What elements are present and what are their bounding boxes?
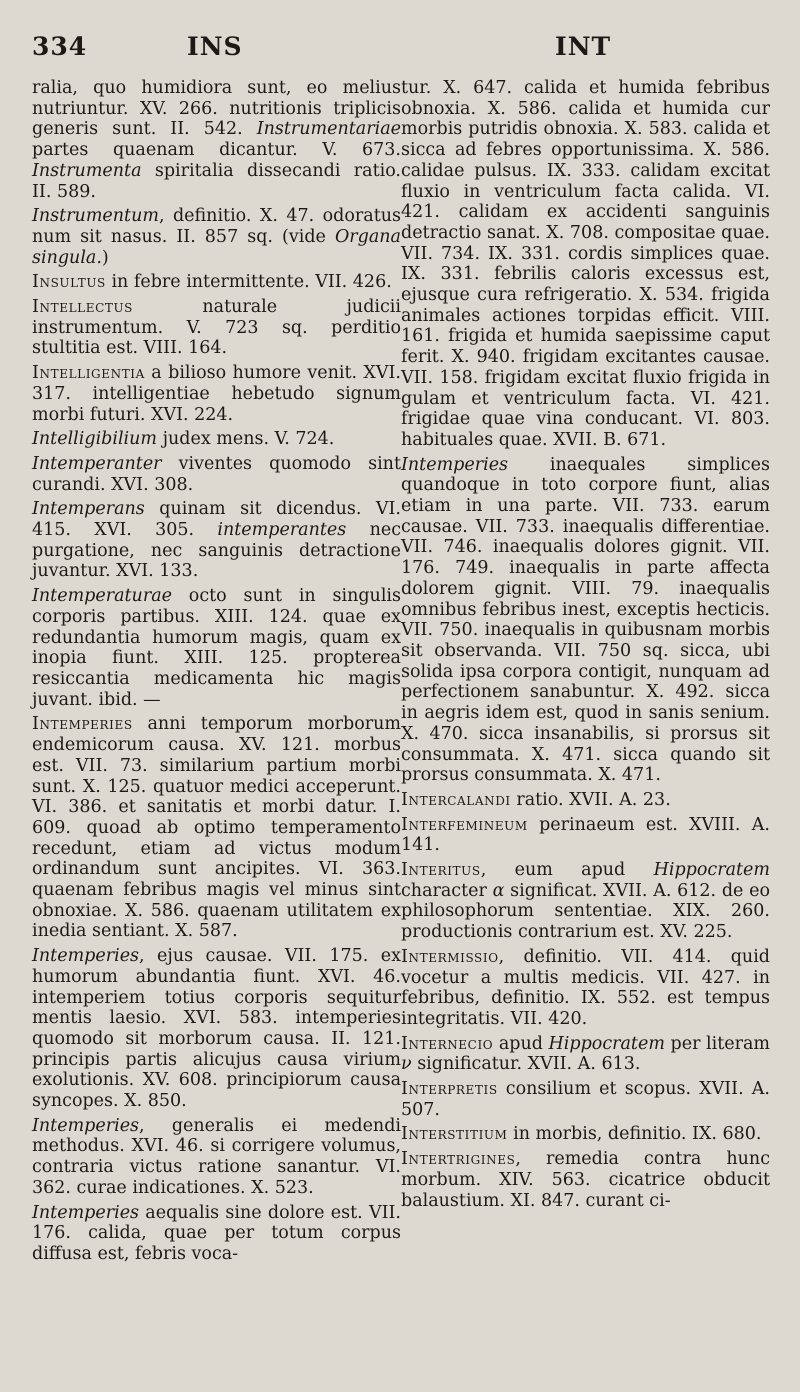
index-entry [32, 1116, 401, 1199]
entry-text: inaequales simplices quandoque in toto corpore fiunt, alias etiam in una parte. VII. 733. earum causae. VII. 733. inaequalis differentiae. VII. 746. inaequalis dolores gignit. VII. 176. 749. inaequalis in parte affecta dolorem gignit. VIII. 79. inaequalis omnibus febribus inest, exceptis hecticis. VII. 750. inaequalis in quibusnam morbis sit observanda. VII. 750 sq. sicca, ubi solida ipsa corpora contigit, nunquam ad perfectionem sanabuntur. X. 492. sicca in aegris idem est, quod in sanis senium. X. 470. sicca insanabilis, si prorsus sit consummata. X. 471. sicca quando sit prorsus consummata. X. 471. [401, 454, 770, 786]
index-entry [401, 455, 770, 786]
entry-headword: Internecio [401, 1033, 494, 1054]
index-entry [401, 1034, 770, 1075]
italic-term: Organa singula. [32, 226, 401, 268]
entry-text: apud [493, 1033, 549, 1054]
index-entry [32, 363, 401, 425]
italic-term: α [492, 880, 505, 901]
entry-text: , generalis ei medendi methodus. XVI. 46. si corrigere volumus, contraria victus ratione sanantur. VI. 362. curae indicationes. X. 523. [32, 1115, 401, 1198]
entry-text: partes quaenam dicantur. V. 673. [32, 140, 401, 161]
index-entry [32, 429, 401, 450]
italic-term: Hippocratem [653, 860, 770, 881]
index-entry [32, 297, 401, 359]
entry-text: aequalis sine dolore est. VII. 176. calida, quae per totum corpus diffusa est, febris voca- [32, 1202, 401, 1264]
entry-text: naturale judicii instrumentum. V. 723 sq. perditio stultitia est. VIII. 164. [32, 297, 401, 359]
index-entry [401, 790, 770, 811]
italic-term: Intemperaturae [32, 586, 172, 607]
entry-headword: Intelligentia [32, 363, 145, 384]
entry-text: , eum apud [480, 860, 654, 881]
italic-term: Intemperies [401, 454, 509, 475]
entry-text: perinaeum est. XVIII. A. 141. [401, 814, 770, 856]
entry-headword: Interfemineum [401, 814, 528, 835]
entry-text: quinam sit dicendus. VI. 415. XVI. 305. [32, 499, 401, 541]
index-entry [401, 815, 770, 856]
index-columns [32, 78, 770, 1269]
entry-text: viventes quomodo sint curandi. XVI. 308. [32, 453, 401, 495]
entry-headword: Interpretis [401, 1079, 498, 1100]
italic-term: Instrumenta [32, 160, 142, 181]
entry-text: , definitio. X. 47. odoratus num sit nasus. II. 857 sq. (vide [32, 206, 401, 247]
italic-term: Hippocratem [548, 1033, 665, 1054]
index-entry [401, 1079, 770, 1120]
entry-text: consilium et scopus. XVII. A. 507. [401, 1079, 770, 1120]
entry-text: octo sunt in singulis corporis partibus. XIII. 124. quae ex redundantia humorum magis, quam ex inopia fiunt. XIII. 125. propterea resiccantia medicamenta hic magis juvant. ibid. — [32, 586, 401, 710]
entry-text: , remedia contra hunc morbum. XIV. 563. cicatrice obducit balaustium. XI. 847. curant ci- [401, 1149, 770, 1211]
entry-text: , definitio. VII. 414. quid vocetur a multis medicis. VII. 427. in febribus, definitio. IX. 552. est tempus integritatis. VII. 420. [401, 946, 770, 1029]
entry-text: , ejus causae. VII. 175. ex humorum abundantia fiunt. XVI. 46. intemperiem totius corporis sequitur mentis laesio. XVI. 583. intemperies quomodo sit morborum causa. II. 121. principis partis alicujus causa virium exolutionis. XV. 608. principiorum causa syncopes. X. 850. [32, 946, 401, 1112]
italic-term: Intemperies [32, 1115, 140, 1136]
entry-headword: Intellectus [32, 297, 133, 318]
index-entry [401, 860, 770, 943]
guide-word-left: INS [187, 32, 243, 61]
index-entry [32, 586, 401, 710]
index-entry [32, 1203, 401, 1265]
entry-text: in febre intermittente. VII. 426. [105, 272, 392, 293]
entry-headword: Intermissio [401, 946, 499, 967]
entry-text: ) [101, 247, 109, 268]
guide-word-right: INT [555, 32, 612, 61]
index-entry [32, 206, 401, 268]
italic-term: Intemperies [32, 946, 140, 967]
italic-term: Intemperans [32, 499, 145, 520]
entry-text: a bilioso humore venit. XVI. 317. intelligentiae hebetudo signum morbi futuri. XVI. 224. [32, 363, 401, 425]
index-entry [401, 78, 770, 451]
entry-headword: Intertrigines [401, 1149, 516, 1170]
italic-term: ν [401, 1054, 412, 1075]
entry-headword: Interitus [401, 860, 481, 881]
index-entry [401, 1149, 770, 1211]
index-entry [401, 1124, 770, 1145]
entry-headword: Insultus [32, 272, 106, 293]
italic-term: Intemperies [32, 1202, 140, 1223]
entry-text: anni temporum morborum endemicorum causa. XV. 121. morbus est. VII. 73. similarium partium morbi sunt. X. 125. quatuor medici acceperunt. VI. 386. et sanitatis et morbi datur. I. 609. quoad ab optimo temperamento recedunt, etiam ad victus modum ordinandum sunt ancipites. VI. 363. quaenam febribus magis vel minus sint obnoxiae. X. 586. quaenam utilitatem ex inedia sentiant. X. 587. [32, 714, 401, 942]
entry-text: judex mens. V. 724. [157, 429, 335, 450]
entry-headword: Intemperies [32, 714, 133, 735]
italic-term: Instrumentariae [256, 119, 401, 140]
index-entry [32, 454, 401, 495]
entry-text: ralia, quo humidiora sunt, eo melius nutriuntur. XV. 266. nutritionis triplicis generis sunt. II. 542. [32, 78, 401, 140]
entry-text: in morbis, definitio. IX. 680. [507, 1124, 762, 1145]
entry-text: tur. X. 647. calida et humida febribus obnoxia. X. 586. calida et humida cur morbis putridis obnoxia. X. 583. calida et sicca ad febres opportunissima. X. 586. calidae pulsus. IX. 333. calidam excitat fluxio in ventriculum facta calida. VI. 421. calidam ex accidenti sanguinis detractio sanat. X. 708. compositae quae. VII. 734. IX. 331. cordis simplices quae. IX. 331. febrilis caloris excessus est, ejusque cura refrigeratio. X. 534. frigida animales actiones torpidas efficit. VIII. 161. frigida et humida saepissime caput ferit. X. 940. frigidam excitantes causae. VII. 158. frigidam excitat fluxio frigida in gulam et ventriculum facta. VI. 421. frigidae quae vina conducant. VI. 803. habituales quae. XVII. B. 671. [401, 78, 770, 450]
left-column [32, 78, 401, 1269]
entry-text: per literam [664, 1033, 771, 1054]
entry-text: significatur. XVII. A. 613. [411, 1054, 641, 1075]
entry-text: character [401, 880, 493, 901]
index-entry [32, 946, 401, 1112]
entry-headword: Intercalandi [401, 789, 511, 810]
right-column [401, 78, 770, 1269]
entry-text: nec purgatione, nec sanguinis detractione juvantur. XVI. 133. [32, 520, 401, 582]
entry-text: spiritalia dissecandi ratio. II. 589. [32, 160, 401, 202]
index-entry [32, 499, 401, 582]
italic-term: intemperantes [217, 520, 347, 541]
entry-text: ratio. XVII. A. 23. [510, 789, 671, 810]
index-entry [32, 272, 401, 293]
italic-term: Intelligibilium [32, 429, 158, 450]
entry-headword: Interstitium [401, 1124, 508, 1145]
index-entry [32, 714, 401, 942]
page-number: 334 [32, 32, 88, 61]
running-header [32, 28, 770, 78]
italic-term: Intemperanter [32, 453, 162, 474]
entry-text: significat. XVII. A. 612. de eo philosophorum sententiae. XIX. 260. productionis contrarium est. XV. 225. [401, 880, 770, 943]
italic-term: Instrumentum [32, 206, 159, 227]
index-entry [32, 78, 401, 202]
index-entry [401, 947, 770, 1030]
